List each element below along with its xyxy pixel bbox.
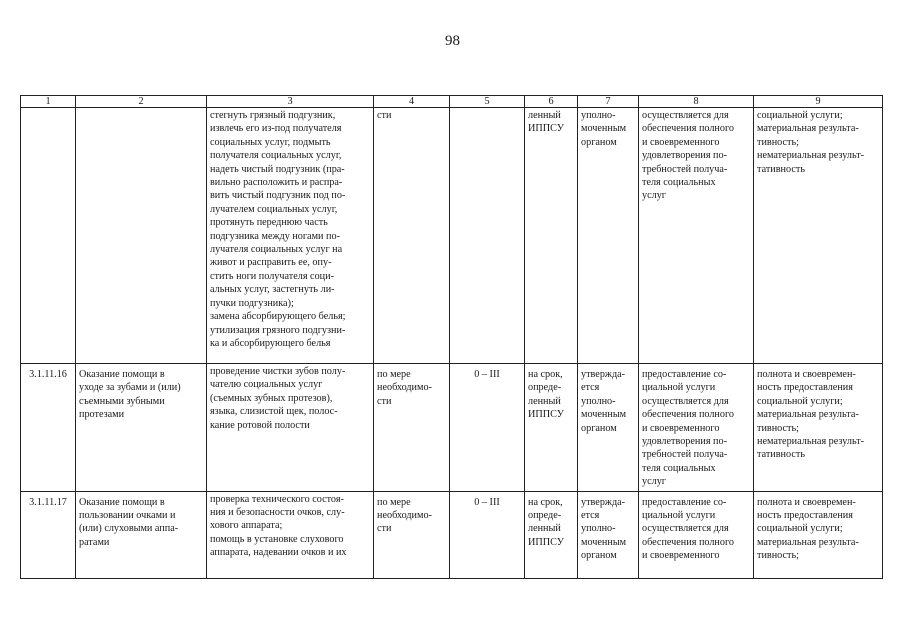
cell-text-line: ность предоставления [757, 510, 853, 522]
cell-text-line: утвержда- [581, 369, 626, 380]
cell-text-line: уполно- [581, 523, 616, 535]
cell-text-line: сти [377, 110, 392, 121]
cell-text-line: моченным [581, 409, 627, 421]
cell-text-line: по мере [377, 369, 411, 380]
cell-text-line: осуществляется для [642, 110, 729, 121]
cell-text-line: лучателем социальных услуг, [210, 203, 338, 215]
cell-text-line: необходимо- [377, 510, 432, 522]
service-content-cell [207, 491, 374, 578]
cell-text-line: и своевременного [642, 422, 720, 434]
column-number: 8 [639, 96, 754, 108]
code-cell [21, 108, 76, 364]
cell-text-line: вильно расположить и распра- [210, 177, 343, 189]
cell-text-line: осуществляется для [642, 523, 729, 535]
cell-text-line: полнота и своевремен- [757, 369, 856, 380]
cell-text-line: замена абсорбирующего белья; [210, 311, 346, 323]
cell-text-line: сти [377, 523, 392, 535]
cell-text-line: аппарата, надевании очков и их [210, 547, 347, 559]
cell-text-line: пучки подгузника); [210, 297, 294, 309]
cell-text-line: нематериальная результ- [757, 150, 865, 162]
cell-text-line: хового аппарата; [210, 520, 283, 532]
table-row [21, 491, 883, 578]
cell-text-line: обеспечения полного [642, 536, 735, 548]
service-name-cell [76, 108, 207, 364]
cell-text-line: на срок, [528, 496, 563, 508]
cell-text-line: обеспечения полного [642, 123, 735, 135]
cell-text-line: по мере [377, 496, 411, 508]
cell-text-line: и своевременного [642, 136, 720, 148]
column-number: 7 [578, 96, 639, 108]
column-numbers-row [21, 96, 883, 108]
cell-text-line: обеспечения полного [642, 409, 735, 421]
cell-text-line: ИППСУ [528, 123, 564, 135]
table-row [21, 108, 883, 364]
service-content-cell [207, 364, 374, 492]
cell-text-line: тивность; [757, 550, 799, 562]
approved-by-cell [578, 108, 639, 364]
indicators-cell [754, 491, 883, 578]
cell-text-line: теля социальных [642, 462, 716, 474]
cell-text-line: ИППСУ [528, 409, 564, 421]
cell-text-line: предоставление со- [642, 369, 727, 380]
cell-text-line: стегнуть грязный подгузник, [210, 110, 336, 121]
cell-text-line: протянуть переднюю часть [210, 217, 328, 229]
cell-text-line: ка и абсорбирующего белья [210, 337, 331, 349]
cell-text-line: циальной услуги [642, 382, 716, 394]
cell-text-line: циальной услуги [642, 510, 716, 522]
cell-text-line: языка, слизистой щек, полос- [210, 406, 338, 418]
cell-text-line: тивность; [757, 422, 799, 434]
cell-text-line: услуг [642, 476, 666, 488]
cell-text-line: альных услуг, застегнуть ли- [210, 284, 335, 296]
cell-text-line: (или) слуховыми аппа- [79, 523, 179, 535]
cell-text-line: сти [377, 395, 392, 407]
cell-text-line: ется [581, 382, 600, 394]
cell-text-line: удовлетворения по- [642, 150, 727, 162]
cell-text-line: социальных услуг, подмыть [210, 136, 331, 148]
code-cell: 3.1.11.17 [21, 491, 76, 578]
cell-text-line: опреде- [528, 510, 562, 522]
cell-text-line: материальная результа- [757, 536, 859, 548]
column-number: 2 [76, 96, 207, 108]
periodicity-cell [374, 108, 450, 364]
cell-text-line: органом [581, 550, 617, 562]
service-name-cell [76, 491, 207, 578]
services-table [20, 95, 883, 579]
cell-text-line: Оказание помощи в [79, 369, 165, 380]
cell-text-line: Оказание помощи в [79, 496, 165, 508]
cell-text-line: материальная результа- [757, 409, 859, 421]
service-content-cell [207, 108, 374, 364]
period-cell [450, 108, 525, 364]
column-number: 1 [21, 96, 76, 108]
cell-text-line: социальной услуги; [757, 395, 843, 407]
column-number: 9 [754, 96, 883, 108]
service-name-cell [76, 364, 207, 492]
cell-text-line: чателю социальных услуг [210, 379, 323, 391]
cell-text-line: ленный [528, 523, 561, 535]
cell-text-line: социальной услуги; [757, 523, 843, 535]
cell-text-line: стить ноги получателя соци- [210, 270, 334, 282]
column-number: 4 [374, 96, 450, 108]
period-cell: 0 – III [450, 491, 525, 578]
cell-text-line: нематериальная результ- [757, 436, 865, 448]
cell-text-line: ленный [528, 395, 561, 407]
term-cell [525, 364, 578, 492]
period-cell: 0 – III [450, 364, 525, 492]
cell-text-line: моченным [581, 536, 627, 548]
cell-text-line: тативность [757, 449, 805, 461]
cell-text-line: органом [581, 422, 617, 434]
column-number: 3 [207, 96, 374, 108]
cell-text-line: требностей получа- [642, 449, 728, 461]
cell-text-line: ния и безопасности очков, слу- [210, 507, 345, 519]
term-cell [525, 108, 578, 364]
cell-text-line: кание ротовой полости [210, 419, 310, 431]
cell-text-line: уполно- [581, 395, 616, 407]
cell-text-line: пользовании очками и [79, 510, 176, 522]
cell-text-line: извлечь его из-под получателя [210, 123, 342, 135]
cell-text-line: социальной услуги; [757, 110, 843, 121]
cell-text-line: уходе за зубами и (или) [79, 382, 181, 394]
cell-text-line: удовлетворения по- [642, 436, 727, 448]
approved-by-cell [578, 491, 639, 578]
cell-text-line: вить чистый подгузник под по- [210, 190, 346, 202]
cell-text-line: и своевременного [642, 550, 720, 562]
cell-text-line: опреде- [528, 382, 562, 394]
cell-text-line: ратами [79, 536, 110, 548]
periodicity-cell [374, 491, 450, 578]
cell-text-line: надеть чистый подгузник (пра- [210, 163, 345, 175]
code-cell: 3.1.11.16 [21, 364, 76, 492]
cell-text-line: протезами [79, 409, 125, 421]
cell-text-line: подгузника между ногами по- [210, 230, 340, 242]
cell-text-line: ИППСУ [528, 536, 564, 548]
cell-text-line: полнота и своевремен- [757, 496, 856, 508]
cell-text-line: ется [581, 510, 600, 522]
cell-text-line: услуг [642, 190, 666, 202]
cell-text-line: проверка технического состоя- [210, 493, 344, 505]
conditions-cell [639, 491, 754, 578]
cell-text-line: лучателя социальных услуг на [210, 244, 343, 256]
cell-text-line: проведение чистки зубов полу- [210, 366, 346, 377]
column-number: 6 [525, 96, 578, 108]
conditions-cell [639, 364, 754, 492]
cell-text-line: органом [581, 136, 617, 148]
column-number: 5 [450, 96, 525, 108]
cell-text-line: моченным [581, 123, 627, 135]
cell-text-line: (съемных зубных протезов), [210, 392, 333, 404]
cell-text-line: утвержда- [581, 496, 626, 508]
cell-text-line: съемными зубными [79, 395, 165, 407]
cell-text-line: теля социальных [642, 177, 716, 189]
cell-text-line: необходимо- [377, 382, 432, 394]
cell-text-line: материальная результа- [757, 123, 859, 135]
cell-text-line: тативность [757, 163, 805, 175]
cell-text-line: утилизация грязного подгузни- [210, 324, 346, 336]
indicators-cell [754, 364, 883, 492]
conditions-cell [639, 108, 754, 364]
cell-text-line: уполно- [581, 110, 616, 121]
cell-text-line: предоставление со- [642, 496, 727, 508]
cell-text-line: ность предоставления [757, 382, 853, 394]
cell-text-line: осуществляется для [642, 395, 729, 407]
cell-text-line: живот и расправить ее, опу- [210, 257, 332, 269]
cell-text-line: ленный [528, 110, 561, 121]
cell-text-line: получателя социальных услуг, [210, 150, 342, 162]
indicators-cell [754, 108, 883, 364]
table-row [21, 364, 883, 492]
cell-text-line: помощь в установке слухового [210, 533, 344, 545]
cell-text-line: требностей получа- [642, 163, 728, 175]
term-cell [525, 491, 578, 578]
cell-text-line: на срок, [528, 369, 563, 380]
page-number: 98 [445, 33, 460, 49]
cell-text-line: тивность; [757, 136, 799, 148]
periodicity-cell [374, 364, 450, 492]
approved-by-cell [578, 364, 639, 492]
